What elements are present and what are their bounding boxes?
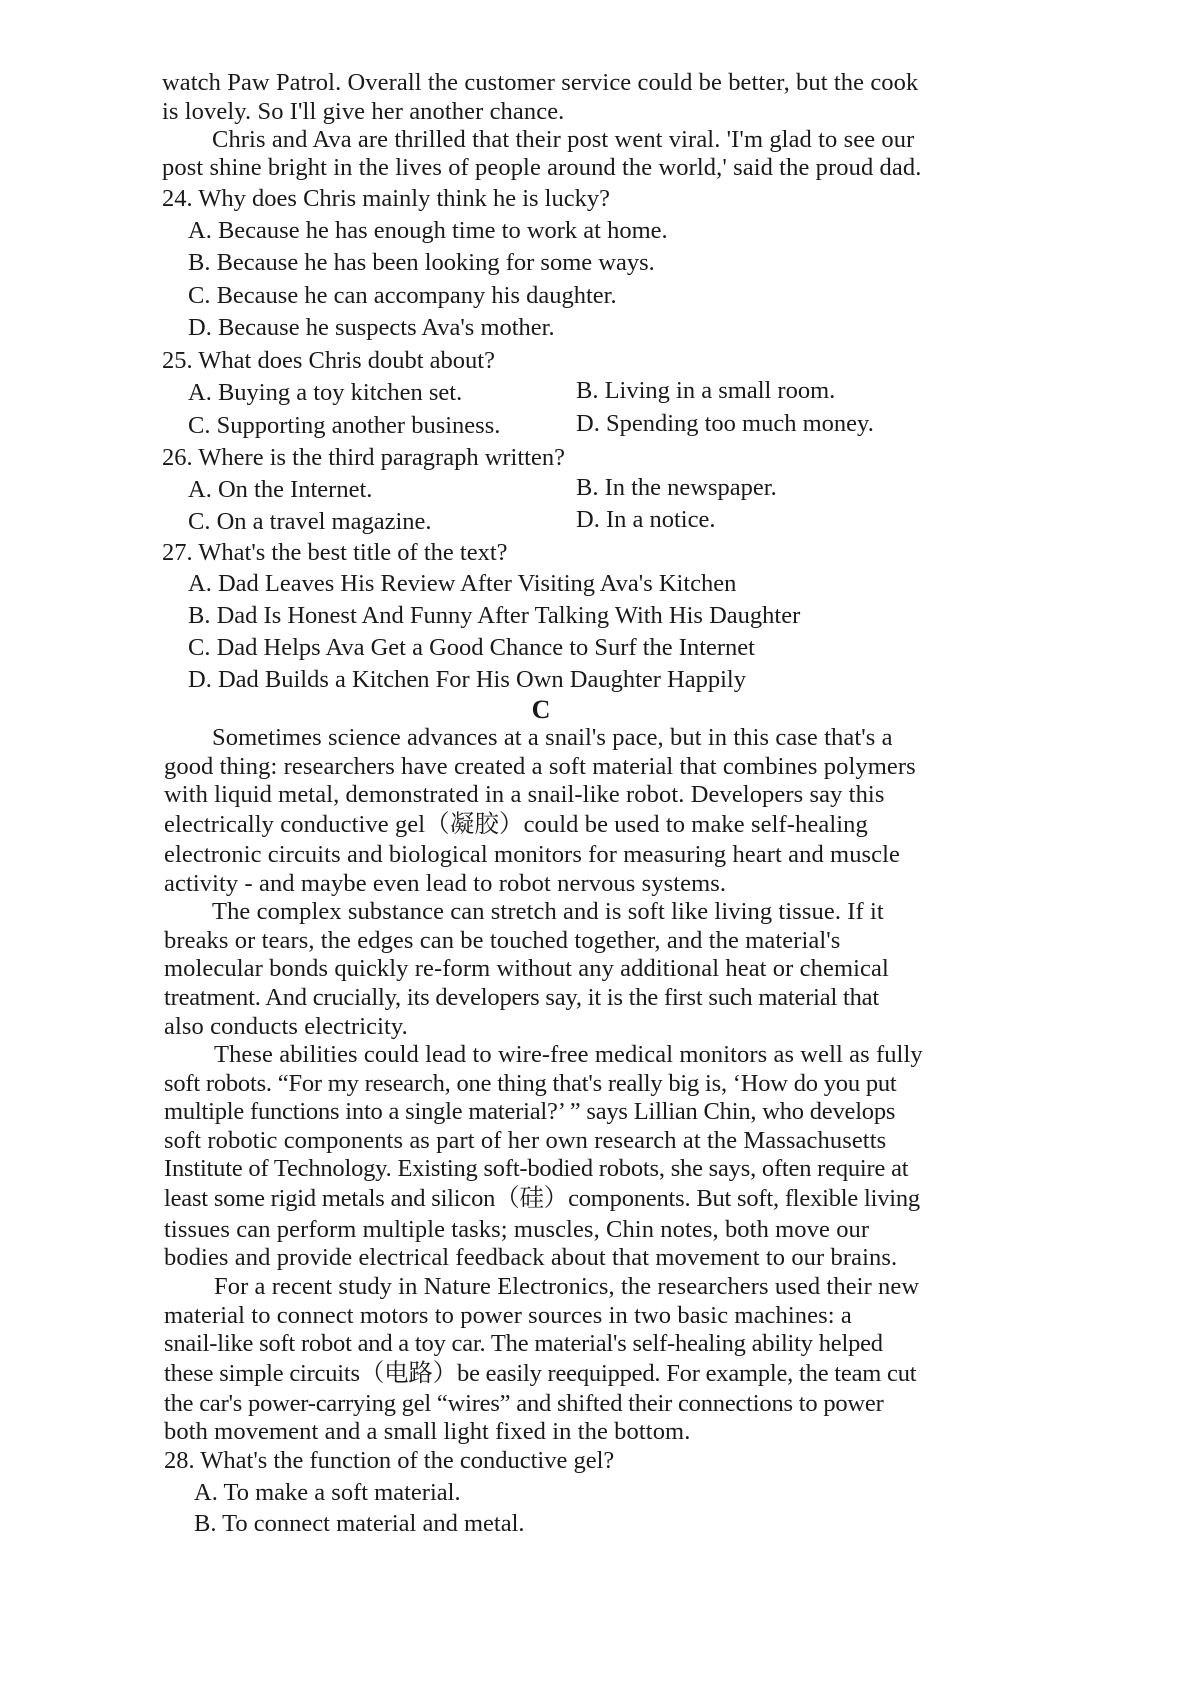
q24-option-a: A. Because he has enough time to work at home. <box>188 217 668 244</box>
q25-option-c: C. Supporting another business. <box>188 412 501 439</box>
question-25-stem: 25. What does Chris doubt about? <box>162 347 495 374</box>
q28-option-b: B. To connect material and metal. <box>194 1510 525 1537</box>
passage-line: these simple circuits（电路）be easily reequipped. For example, the team cut <box>164 1360 917 1387</box>
passage-line: bodies and provide electrical feedback about that movement to our brains. <box>164 1244 898 1271</box>
question-26-stem: 26. Where is the third paragraph written? <box>162 444 565 471</box>
passage-line: snail-like soft robot and a toy car. The material's self-healing ability helped <box>164 1330 883 1357</box>
passage-line: tissues can perform multiple tasks; muscles, Chin notes, both move our <box>164 1216 870 1243</box>
passage-line: both movement and a small light fixed in the bottom. <box>164 1418 691 1445</box>
q28-option-a: A. To make a soft material. <box>194 1479 461 1506</box>
passage-line: also conducts electricity. <box>164 1013 408 1040</box>
q26-option-c: C. On a travel magazine. <box>188 508 432 535</box>
question-28-stem: 28. What's the function of the conductive gel? <box>164 1447 615 1474</box>
q25-option-b: B. Living in a small room. <box>576 377 836 404</box>
passage-line: watch Paw Patrol. Overall the customer service could be better, but the cook <box>162 69 919 96</box>
passage-line: Chris and Ava are thrilled that their post went viral. 'I'm glad to see our <box>212 126 915 153</box>
passage-line: electrically conductive gel（凝胶）could be used to make self-healing <box>164 811 868 838</box>
passage-line: the car's power-carrying gel “wires” and shifted their connections to power <box>164 1390 884 1417</box>
passage-line: activity - and maybe even lead to robot nervous systems. <box>164 870 727 897</box>
q27-option-c: C. Dad Helps Ava Get a Good Chance to Surf the Internet <box>188 634 755 661</box>
passage-line: treatment. And crucially, its developers say, it is the first such material that <box>164 984 879 1011</box>
q24-option-c: C. Because he can accompany his daughter. <box>188 282 617 309</box>
q27-option-b: B. Dad Is Honest And Funny After Talking With His Daughter <box>188 602 801 629</box>
passage-line: post shine bright in the lives of people around the world,' said the proud dad. <box>162 154 922 181</box>
q26-option-b: B. In the newspaper. <box>576 474 777 501</box>
passage-line: The complex substance can stretch and is soft like living tissue. If it <box>212 898 884 925</box>
q26-option-a: A. On the Internet. <box>188 476 373 503</box>
passage-line: These abilities could lead to wire-free medical monitors as well as fully <box>214 1041 923 1068</box>
q25-option-d: D. Spending too much money. <box>576 410 874 437</box>
question-27-stem: 27. What's the best title of the text? <box>162 539 508 566</box>
q24-option-d: D. Because he suspects Ava's mother. <box>188 314 555 341</box>
passage-line: least some rigid metals and silicon（硅）components. But soft, flexible living <box>164 1185 920 1212</box>
q26-option-d: D. In a notice. <box>576 506 716 533</box>
passage-line: For a recent study in Nature Electronics, the researchers used their new <box>214 1273 920 1300</box>
q27-option-d: D. Dad Builds a Kitchen For His Own Daughter Happily <box>188 666 746 693</box>
question-24-stem: 24. Why does Chris mainly think he is lucky? <box>162 185 610 212</box>
section-heading: C <box>531 695 551 724</box>
passage-line: is lovely. So I'll give her another chance. <box>162 98 565 125</box>
passage-line: molecular bonds quickly re-form without any additional heat or chemical <box>164 955 889 982</box>
passage-line: electronic circuits and biological monitors for measuring heart and muscle <box>164 841 901 868</box>
passage-line: Sometimes science advances at a snail's pace, but in this case that's a <box>212 724 893 751</box>
passage-line: material to connect motors to power sources in two basic machines: a <box>164 1302 852 1329</box>
passage-line: soft robots. “For my research, one thing that's really big is, ‘How do you put <box>164 1070 897 1097</box>
passage-line: with liquid metal, demonstrated in a snail-like robot. Developers say this <box>164 781 885 808</box>
passage-line: good thing: researchers have created a soft material that combines polymers <box>164 753 916 780</box>
q25-option-a: A. Buying a toy kitchen set. <box>188 379 463 406</box>
passage-line: Institute of Technology. Existing soft-bodied robots, she says, often require at <box>164 1155 909 1182</box>
passage-line: multiple functions into a single material?’ ” says Lillian Chin, who develops <box>164 1098 896 1125</box>
q27-option-a: A. Dad Leaves His Review After Visiting Ava's Kitchen <box>188 570 737 597</box>
q24-option-b: B. Because he has been looking for some ways. <box>188 249 655 276</box>
passage-line: soft robotic components as part of her own research at the Massachusetts <box>164 1127 887 1154</box>
passage-line: breaks or tears, the edges can be touched together, and the material's <box>164 927 841 954</box>
